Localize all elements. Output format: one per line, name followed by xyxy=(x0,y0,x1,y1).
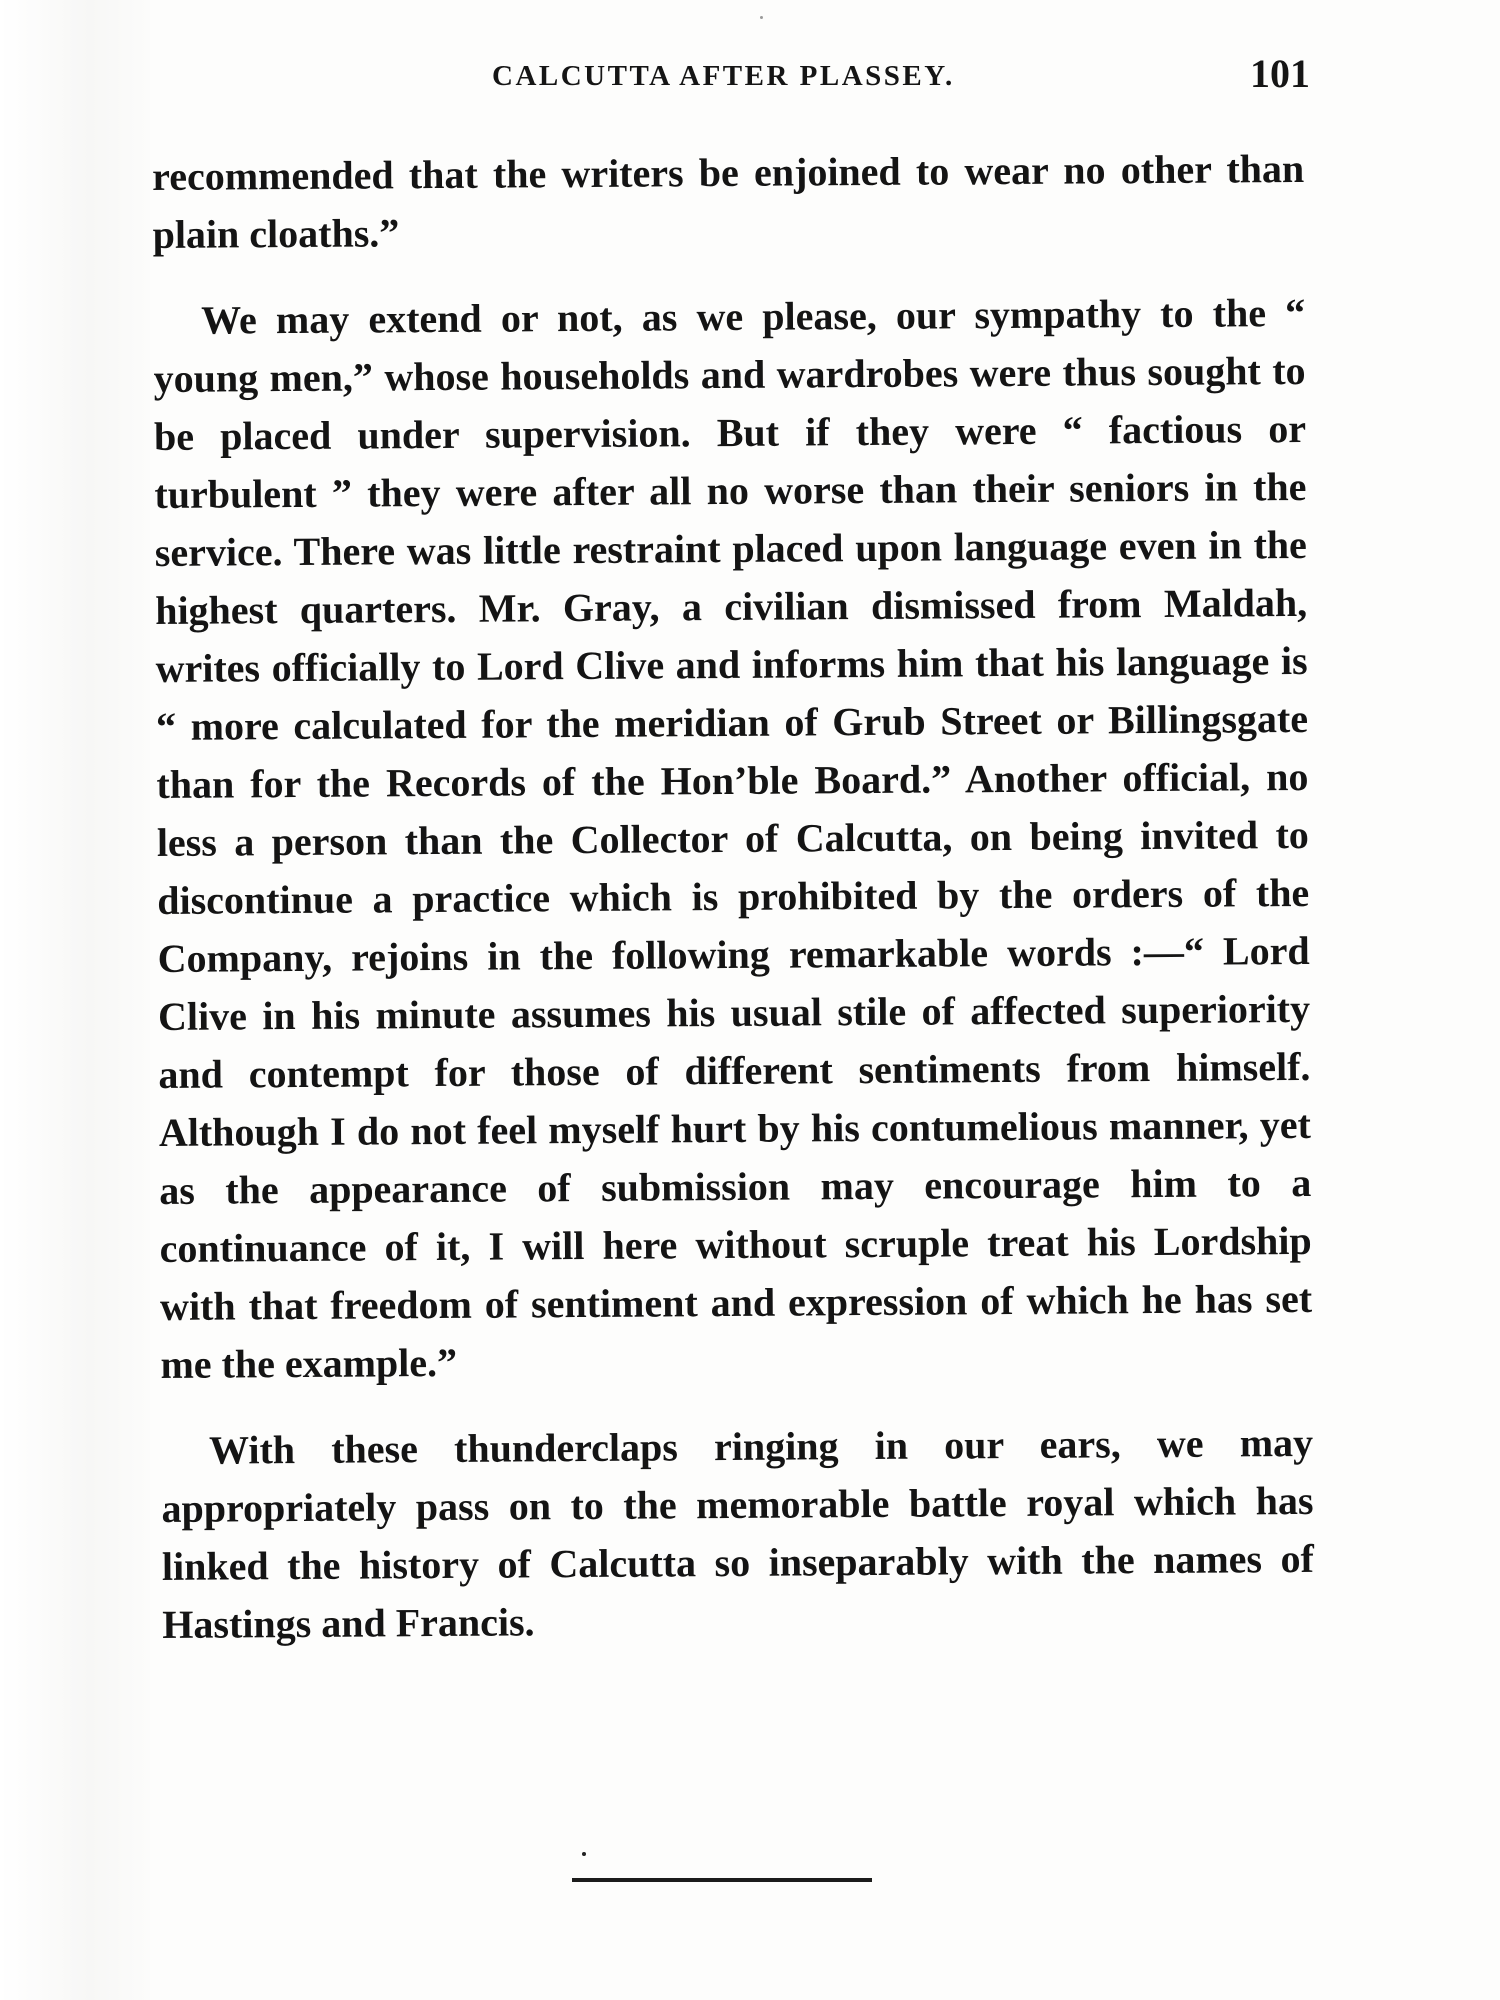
page-header xyxy=(160,48,1310,108)
paragraph-continued: recommended that the writers be enjoined to wear no other than plain cloaths.” xyxy=(152,145,1305,257)
page-gutter-shadow xyxy=(0,0,150,2000)
body-text xyxy=(152,140,1314,1654)
paragraph-thunderclaps: With these thunderclaps ringing in our ears, we may appropriately pass on to the memorable battle royal which has linked the history of Calcutta so inseparably with the names of Hastings and Francis. xyxy=(161,1419,1315,1647)
page-number: 101 xyxy=(1250,51,1310,96)
running-head: CALCUTTA AFTER PLASSEY. xyxy=(492,60,955,92)
rule-dot xyxy=(582,1852,586,1856)
section-end-rule xyxy=(572,1878,872,1882)
print-speck xyxy=(760,16,763,19)
paragraph-sympathy: We may extend or not, as we please, our sympathy to the “ young men,” whose households and wardrobes were thus sought to be placed under supervision. But if they were “ factious or turbulent ” they were after all no worse than their seniors in the service. There was little restraint placed upon language even in the highest quarters. Mr. Gray, a civilian dismissed from Maldah, writes officially to Lord Clive and informs him that his language is “ more calculated for the meridian of Grub Street or Billingsgate than for the Records of the Hon’ble Board.” Another official, no less a person than the Collector of Calcutta, on being invited to discontinue a practice which is prohibited by the orders of the Company, rejoins in the following remarkable words :—“ Lord Clive in his minute assumes his usual stile of affected superiority and contempt for those of different sentiments from himself. Although I do not feel myself hurt by his contumelious manner, yet as the appearance of submission may encourage him to a continuance of it, I will here without scruple treat his Lordship with that freedom of sentiment and expression of which he has set me the example.” xyxy=(153,289,1313,1387)
